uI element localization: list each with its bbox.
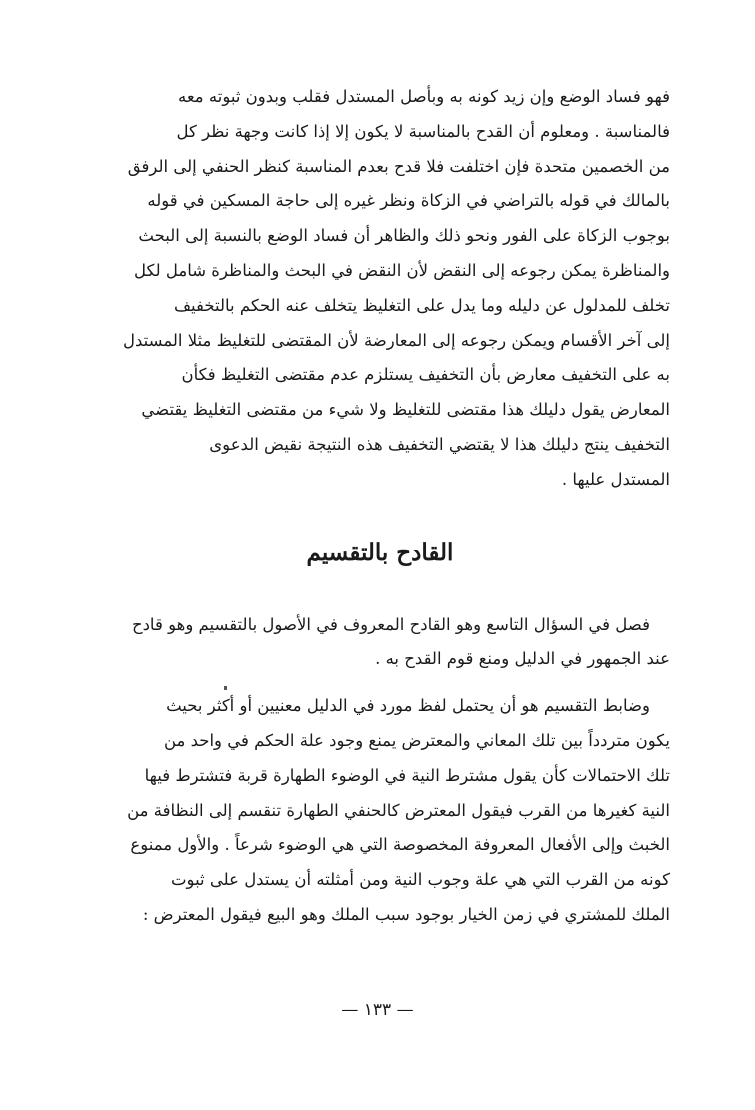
text-line: فالمناسبة . ومعلوم أن القدح بالمناسبة لا يكون إلا إذا كانت وجهة نظر كل (176, 121, 670, 141)
text-line: كونه من القرب التي هي علة وجوب النية ومن أمثلته أن يستدل على ثبوت (171, 870, 670, 890)
paragraph-2 (90, 608, 670, 678)
text-line: فهو فساد الوضع وإن زيد كونه به وبأصل المستدل فقلب وبدون ثبوته معه (178, 87, 670, 106)
text-line: من الخصمين متحدة فإن اختلفت فلا قدح بعدم المناسبة كنظر الحنفي إلى الرفق (127, 156, 670, 176)
text-line: يكون متردداً بين تلك المعاني والمعترض يمنع وجود علة الحكم في واحد من (163, 730, 670, 750)
paragraph-1 (90, 80, 670, 498)
text-line: والمناظرة يمكن رجوعه إلى النقض لأن النقض في البحث والمناظرة شامل لكل (134, 260, 670, 280)
text-line: المستدل عليها . (561, 469, 670, 489)
page-number: — ١٣٣ — (341, 1000, 414, 1020)
text-line: عند الجمهور في الدليل ومنع قوم القدح به . (375, 649, 670, 669)
text-line: فصل في السؤال التاسع وهو القادح المعروف في الأصول بالتقسيم وهو قادح (131, 614, 650, 634)
text-line: تخلف للمدلول عن دليله وما يدل على التغليظ يتخلف عنه الحكم بالتخفيف (173, 295, 670, 315)
text-line: تلك الاحتمالات كأن يقول مشترط النية في الوضوء الطهارة قربة فتشترط فيها (144, 765, 670, 785)
text-line: التخفيف ينتج دليلك هذا لا يقتضي التخفيف هذه النتيجة نقيض الدعوى (209, 434, 670, 454)
ink-speck (224, 686, 227, 690)
text-line: الملك للمشتري في زمن الخيار بوجود سبب الملك وهو البيع فيقول المعترض : (142, 904, 670, 924)
text-line: به على التخفيف معارض بأن التخفيف يستلزم عدم مقتضى التغليظ فكأن (181, 365, 670, 385)
paragraph-3 (90, 689, 670, 933)
page-body (90, 80, 670, 933)
section-heading: القادح بالتقسيم (306, 538, 454, 566)
text-line: إلى آخر الأقسام ويمكن رجوعه إلى المعارضة لأن المقتضى للتغليظ مثلا المستدل (122, 330, 670, 350)
text-line: وضابط التقسيم هو أن يحتمل لفظ مورد في الدليل معنيين أو أكثر بحيث (166, 696, 650, 716)
text-line: المعارض يقول دليلك هذا مقتضى للتغليظ ولا شيء من مقتضى التغليظ يقتضي (141, 400, 670, 420)
text-line: الخبث وإلى الأفعال المعروفة المخصوصة التي هي الوضوء شرعاً . والأول ممنوع (130, 835, 670, 855)
text-line: بالمالك في قوله بالتراضي في الزكاة ونظر غيره إلى حاجة المسكين في قوله (147, 191, 670, 211)
text-line: النية كغيرها من القرب فيقول المعترض كالحنفي الطهارة تنقسم إلى النظافة من (127, 800, 670, 820)
text-line: بوجوب الزكاة على الفور ونحو ذلك والظاهر أن فساد الوضع بالنسبة إلى البحث (138, 226, 670, 246)
